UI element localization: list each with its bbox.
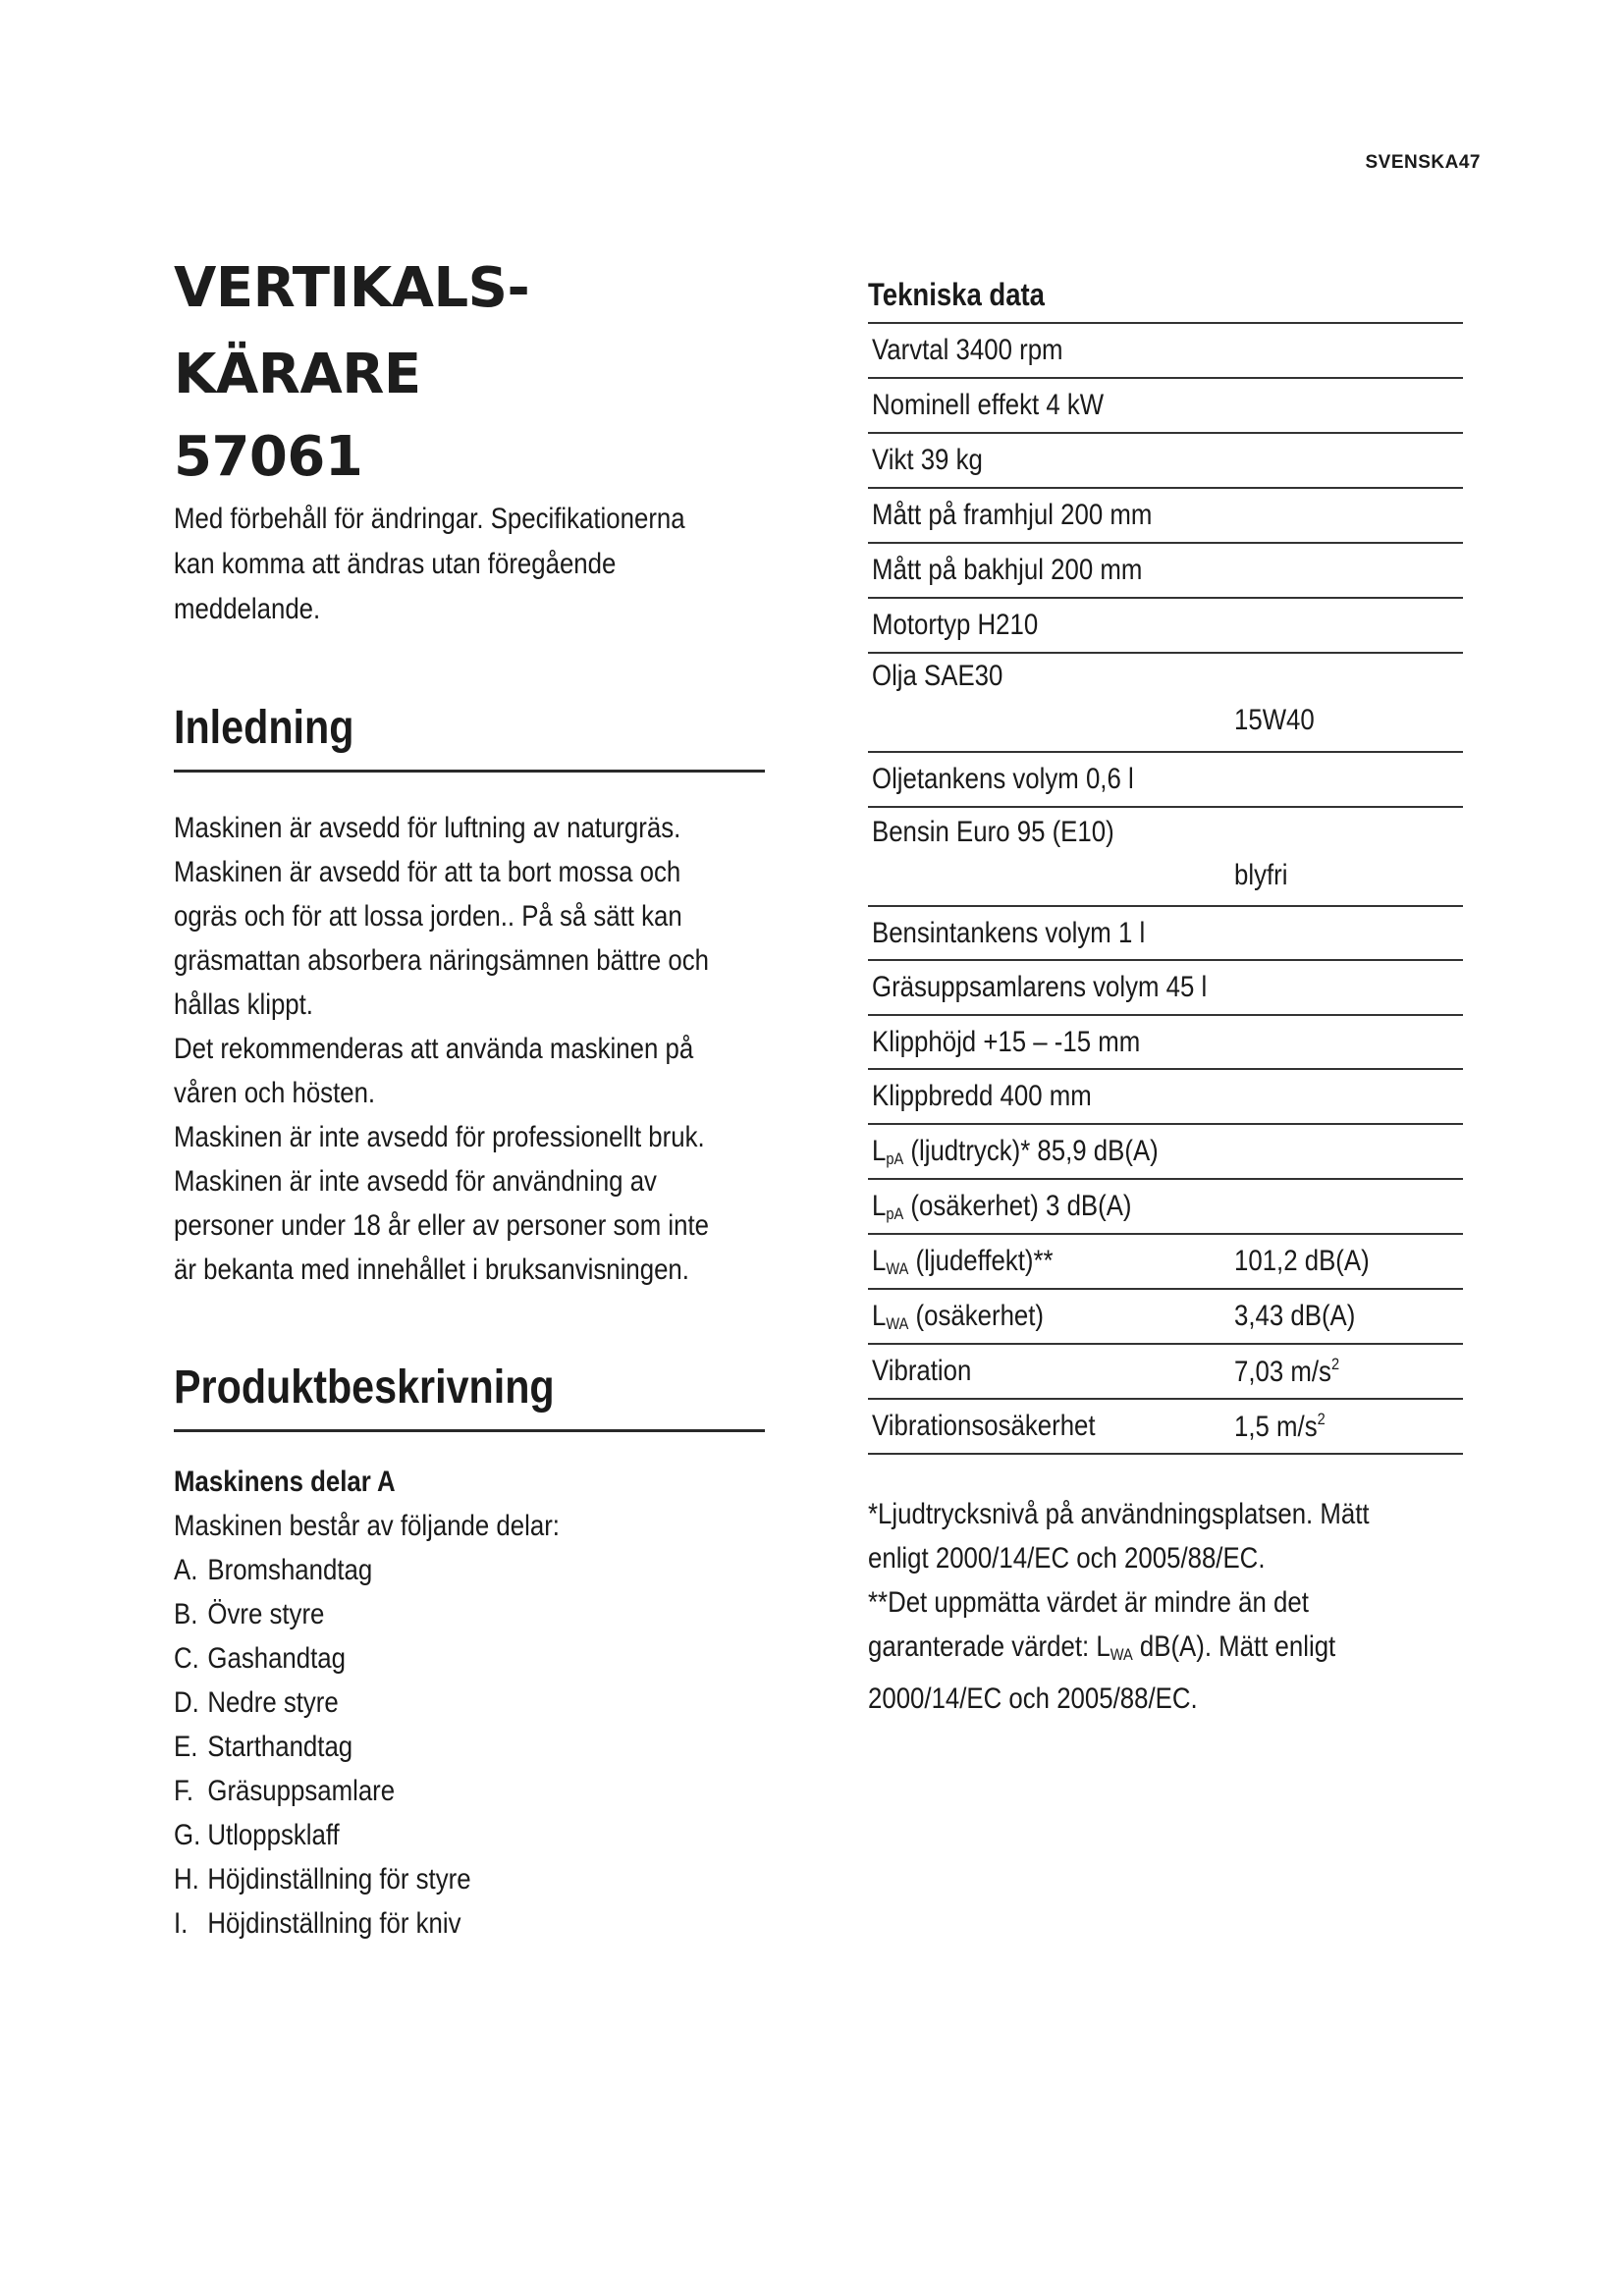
table-row [868, 544, 1463, 599]
spec-value-text: 1,5 m/s [1234, 1411, 1318, 1443]
spec-label: Mått på framhjul 200 mm [872, 499, 1153, 531]
spec-label [872, 1135, 1159, 1169]
list-item [174, 1592, 765, 1636]
spec-label: Klipphöjd +15 – -15 mm [872, 1026, 1141, 1058]
part-letter: G. [174, 1819, 201, 1851]
header-language: SVENSKA [1365, 152, 1459, 173]
intro-line: Maskinen är inte avsedd för professionellt bruk. [174, 1121, 705, 1153]
parts-intro: Maskinen består av följande delar: [174, 1510, 560, 1542]
spec-label: Vibration [872, 1355, 972, 1387]
spec-label-text: (osäkerhet) [908, 1300, 1045, 1332]
table-row [868, 1290, 1463, 1345]
disclaimer-line: meddelande. [174, 593, 321, 625]
table-row [868, 1016, 1463, 1070]
spec-label: Mått på bakhjul 200 mm [872, 554, 1143, 586]
intro-line: hållas klippt. [174, 988, 313, 1021]
symbol-subscript: pA [886, 1204, 904, 1223]
spec-label-text: (ljudeffekt)** [908, 1245, 1054, 1277]
list-item [174, 1725, 765, 1769]
footnotes [868, 1492, 1463, 1721]
section-heading: Produktbeskrivning [174, 1362, 555, 1414]
footnote-line: *Ljudtrycksnivå på användningsplatsen. Mätt [868, 1498, 1370, 1530]
footnote-part: dB(A). Mätt enligt [1132, 1630, 1336, 1663]
list-item [174, 1901, 765, 1946]
spec-label: Varvtal 3400 rpm [872, 334, 1063, 366]
section-heading: Inledning [174, 702, 354, 754]
spec-value: 3,43 dB(A) [1234, 1300, 1356, 1332]
spec-value: 15W40 [1234, 704, 1315, 736]
table-row [868, 1125, 1463, 1180]
intro-line: Maskinen är avsedd för luftning av naturgräs. [174, 812, 681, 844]
symbol-subscript: pA [886, 1149, 904, 1168]
part-name: Höjdinställning för styre [207, 1863, 471, 1896]
symbol: L [1096, 1630, 1110, 1663]
page-number: 47 [1458, 152, 1481, 173]
spec-table [868, 267, 1463, 1455]
part-letter: H. [174, 1863, 199, 1896]
intro-text [174, 806, 765, 1292]
title-block [174, 245, 763, 632]
list-item [174, 1681, 765, 1725]
symbol: L [872, 1190, 887, 1222]
part-name: Starthandtag [207, 1731, 353, 1763]
part-letter: C. [174, 1642, 199, 1675]
symbol-subscript: WA [886, 1314, 909, 1333]
intro-line: personer under 18 år eller av personer som inte [174, 1209, 709, 1242]
intro-line: Maskinen är inte avsedd för användning av [174, 1165, 657, 1198]
part-letter: E. [174, 1731, 198, 1763]
table-row [868, 324, 1463, 379]
intro-line: gräsmattan absorbera näringsämnen bättre och [174, 944, 709, 977]
intro-line: Maskinen är avsedd för att ta bort mossa och [174, 856, 681, 888]
spec-label: Olja SAE30 [872, 660, 1003, 692]
spec-label: Vibrationsosäkerhet [872, 1410, 1096, 1442]
symbol: L [872, 1300, 887, 1332]
spec-label-text: (osäkerhet) 3 dB(A) [903, 1190, 1132, 1222]
disclaimer-line: kan komma att ändras utan föregående [174, 548, 617, 580]
part-letter: B. [174, 1598, 198, 1630]
title-line-1: VERTIKALS- [174, 256, 530, 320]
part-name: Bromshandtag [207, 1554, 373, 1586]
spec-value-text: 7,03 m/s [1234, 1356, 1331, 1388]
title-line-2: KÄRARE [174, 343, 421, 406]
footnote-text [868, 1492, 1476, 1721]
spec-label [872, 1190, 1132, 1224]
table-row [868, 808, 1463, 907]
spec-label: Oljetankens volym 0,6 l [872, 763, 1134, 795]
spec-label [872, 1245, 1054, 1279]
intro-line: ogräs och för att lossa jorden.. På så sätt kan [174, 900, 682, 933]
footnote-line: 2000/14/EC och 2005/88/EC. [868, 1682, 1198, 1715]
part-letter: A. [174, 1554, 198, 1586]
parts-list [174, 1548, 765, 1946]
spec-value: 101,2 dB(A) [1234, 1245, 1370, 1277]
part-letter: F. [174, 1775, 194, 1807]
spec-label: Vikt 39 kg [872, 444, 983, 476]
spec-label-text: (ljudtryck)* 85,9 dB(A) [903, 1135, 1159, 1167]
part-letter: I. [174, 1907, 189, 1940]
list-item [174, 1857, 765, 1901]
value-superscript: 2 [1330, 1355, 1340, 1373]
symbol-subscript: WA [1110, 1645, 1133, 1664]
spec-value: blyfri [1234, 859, 1288, 891]
footnote-line: **Det uppmätta värdet är mindre än det [868, 1586, 1309, 1619]
table-row [868, 961, 1463, 1016]
spec-label: Bensin Euro 95 (E10) [872, 816, 1114, 848]
section-rule [174, 1429, 765, 1432]
disclaimer-line: Med förbehåll för ändringar. Specifikationerna [174, 503, 685, 535]
table-row [868, 434, 1463, 489]
table-row [868, 489, 1463, 544]
part-name: Gräsuppsamlare [207, 1775, 396, 1807]
table-row [868, 753, 1463, 808]
table-row [868, 1235, 1463, 1290]
part-name: Höjdinställning för kniv [207, 1907, 461, 1940]
list-item [174, 1548, 765, 1592]
footnote-line: enligt 2000/14/EC och 2005/88/EC. [868, 1542, 1266, 1575]
intro-line: våren och hösten. [174, 1077, 376, 1109]
table-row [868, 1180, 1463, 1235]
table-row [868, 1070, 1463, 1125]
document-title [174, 245, 763, 497]
parts-title: Maskinens delar A [174, 1466, 396, 1498]
spec-label [872, 1300, 1044, 1334]
table-row [868, 654, 1463, 753]
disclaimer [174, 497, 765, 632]
footnote-line [868, 1630, 1335, 1663]
table-row [868, 907, 1463, 961]
footnote-part: garanterade värdet: [868, 1630, 1097, 1663]
symbol-subscript: WA [886, 1259, 909, 1278]
table-row [868, 1345, 1463, 1400]
spec-value [1234, 1410, 1326, 1444]
page-header [1366, 152, 1482, 174]
part-name: Nedre styre [207, 1686, 339, 1719]
table-row [868, 379, 1463, 434]
spec-title: Tekniska data [868, 277, 1045, 312]
spec-label: Gräsuppsamlarens volym 45 l [872, 971, 1208, 1003]
symbol: L [872, 1135, 887, 1167]
spec-label: Motortyp H210 [872, 609, 1039, 641]
spec-label: Klippbredd 400 mm [872, 1080, 1092, 1112]
list-item [174, 1769, 765, 1813]
spec-label: Nominell effekt 4 kW [872, 389, 1105, 421]
spec-value [1234, 1355, 1339, 1389]
symbol: L [872, 1245, 887, 1277]
part-name: Utloppsklaff [207, 1819, 340, 1851]
part-name: Gashandtag [207, 1642, 346, 1675]
section-rule [174, 770, 765, 773]
table-row [868, 599, 1463, 654]
section-inledning [174, 699, 765, 1292]
list-item [174, 1636, 765, 1681]
title-line-3: 57061 [174, 425, 363, 489]
value-superscript: 2 [1317, 1410, 1326, 1428]
spec-label: Bensintankens volym 1 l [872, 917, 1146, 949]
part-letter: D. [174, 1686, 199, 1719]
list-item [174, 1813, 765, 1857]
intro-line: Det rekommenderas att använda maskinen på [174, 1033, 694, 1065]
part-name: Övre styre [207, 1598, 325, 1630]
table-row [868, 1400, 1463, 1455]
intro-line: är bekanta med innehållet i bruksanvisningen. [174, 1254, 689, 1286]
section-produktbeskrivning [174, 1359, 765, 1946]
